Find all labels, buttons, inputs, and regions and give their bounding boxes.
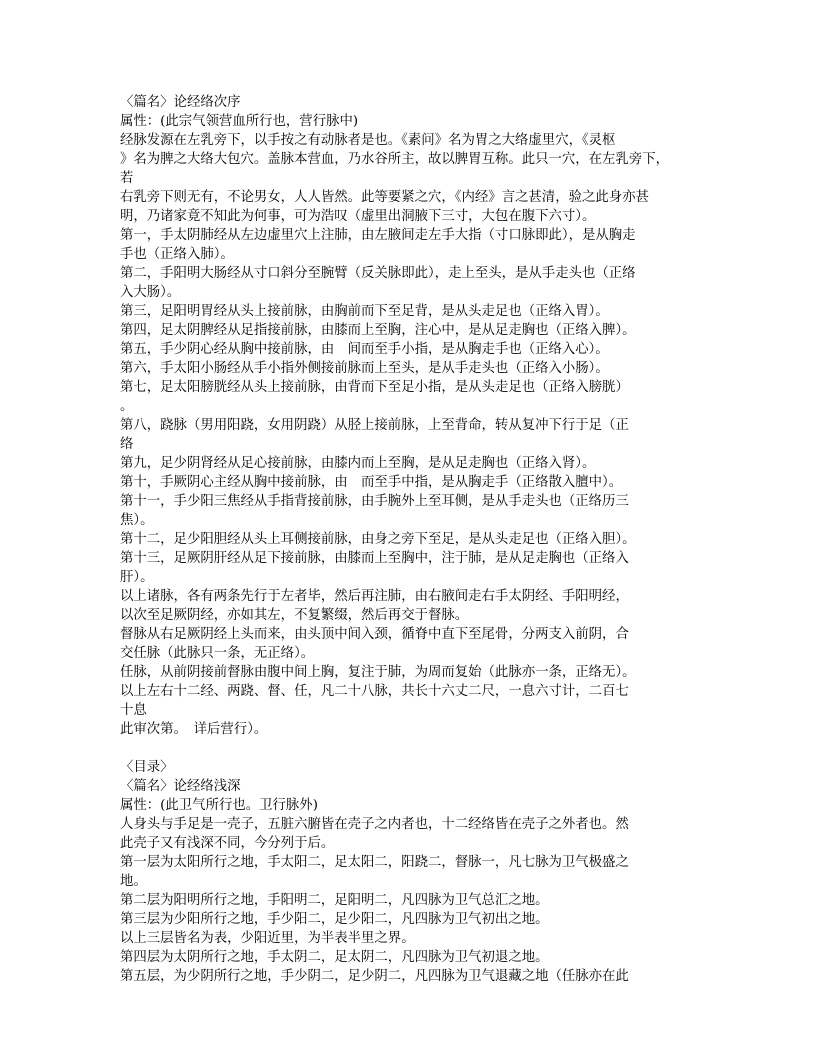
- text-line: 第七，足太阳膀胱经从头上接前脉，由背而下至足小指，是从头走足也（正络入膀胱）: [120, 380, 629, 395]
- text-line: 第十一，手少阳三焦经从手指背接前脉，由手腕外上至耳侧，是从手走头也（正络历三: [120, 494, 629, 509]
- text-line: 此审次第。 详后营行）。: [120, 722, 268, 737]
- section-lun-jingluo-cixu: [120, 93, 700, 739]
- section-gap: [120, 739, 700, 758]
- text-line: 〈篇名〉论经络浅深: [120, 779, 241, 794]
- text-line: 以上诸脉，各有两条先行于左者毕，然后再注肺，由右腋间走右手太阴经、手阳明经，: [120, 589, 629, 604]
- text-line: 第四，足太阴脾经从足指接前脉，由膝而上至胸，注心中，是从足走胸也（正络入脾）。: [120, 323, 636, 338]
- text-line: 第二，手阳明大肠经从寸口斜分至腕臂（反关脉即此），走上至头，是从手走头也（正络: [120, 266, 636, 281]
- text-line: 以上左右十二经、两跷、督、任，凡二十八脉，共长十六丈二尺，一息六寸计，二百七: [120, 684, 629, 699]
- text-line: 任脉，从前阴接前督脉由腹中间上胸，复注于肺，为周而复始（此脉亦一条，正络无）。: [120, 665, 636, 680]
- text-line: 第五层，为少阴所行之地，手少阴二，足少阴二，凡四脉为卫气退藏之地（任脉亦在此: [120, 969, 629, 984]
- text-line: 入大肠）。: [120, 285, 181, 300]
- text-line: 肝）。: [120, 570, 154, 585]
- text-line: 第十二，足少阳胆经从头上耳侧接前脉，由身之旁下至足，是从头走足也（正络入胆）。: [120, 532, 636, 547]
- text-line: 〈目录〉: [120, 760, 174, 775]
- text-line: 第三，足阳明胃经从头上接前脉，由胸前而下至足背，是从头走足也（正络入胃）。: [120, 304, 609, 319]
- text-line: 第六，手太阳小肠经从手小指外侧接前脉而上至头，是从手走头也（正络入小肠）。: [120, 361, 609, 376]
- text-line: 第九，足少阴肾经从足心接前脉，由膝内而上至胸，是从足走胸也（正络入肾）。: [120, 456, 596, 471]
- text-line: 第四层为太阴所行之地，手太阴二，足太阴二，凡四脉为卫气初退之地。: [120, 950, 549, 965]
- text-line: 人身头与手足是一壳子，五脏六腑皆在壳子之内者也，十二经络皆在壳子之外者也。然: [120, 817, 629, 832]
- text-line: 》名为脾之大络大包穴。盖脉本营血，乃水谷所主，故以脾胃互称。此只一穴，在左乳旁下，: [120, 152, 670, 167]
- text-line: 右乳旁下则无有，不论男女，人人皆然。此等要紧之穴，《内经》言之甚清，验之此身亦甚: [120, 190, 649, 205]
- text-line: 属性：(此卫气所行也。卫行脉外): [120, 798, 318, 813]
- text-line: 手也（正络入肺）。: [120, 247, 234, 262]
- text-line: 交任脉（此脉只一条，无正络）。: [120, 646, 315, 661]
- text-line: 第二层为阳明所行之地，手阳明二，足阳明二，凡四脉为卫气总汇之地。: [120, 893, 549, 908]
- text-line: 第五，手少阴心经从胸中接前脉，由 间而至手小指，是从胸走手也（正络入心）。: [120, 342, 609, 357]
- text-line: 络: [120, 437, 134, 452]
- text-line: 经脉发源在左乳旁下，以手按之有动脉者是也。《素问》名为胃之大络虚里穴，《灵枢: [120, 133, 616, 148]
- text-line: 属性：(此宗气领营血所行也，营行脉中): [120, 114, 359, 129]
- text-line: 第三层为少阳所行之地，手少阳二，足少阳二，凡四脉为卫气初出之地。: [120, 912, 549, 927]
- document-page: [120, 93, 700, 986]
- text-line: 第十，手厥阴心主经从胸中接前脉，由 而至手中指，是从胸走手（正络散入膻中）。: [120, 475, 623, 490]
- section-lun-jingluo-qianshen: [120, 758, 700, 986]
- text-line: 若: [120, 171, 134, 186]
- text-line: 。: [120, 399, 134, 414]
- text-line: 第一，手太阴肺经从左边虚里穴上注肺，由左腋间走左手大指（寸口脉即此），是从胸走: [120, 228, 636, 243]
- text-line: 十息: [120, 703, 147, 718]
- text-line: 督脉从右足厥阴经上头而来，由头顶中间入颈，循脊中直下至尾骨，分两支入前阴，合: [120, 627, 629, 642]
- text-line: 第八，跷脉（男用阳跷，女用阴跷）从胫上接前脉，上至背命，转从复冲下行于足（正: [120, 418, 629, 433]
- text-line: 第十三，足厥阴肝经从足下接前脉，由膝而上至胸中，注于肺，是从足走胸也（正络入: [120, 551, 629, 566]
- text-line: 焦）。: [120, 513, 154, 528]
- text-line: 〈篇名〉论经络次序: [120, 95, 241, 110]
- text-line: 明，乃诸家竟不知此为何事，可为浩叹（虚里出洞腋下三寸，大包在腹下六寸）。: [120, 209, 596, 224]
- text-line: 以次至足厥阴经，亦如其左，不复繁缀，然后再交于督脉。: [120, 608, 469, 623]
- text-line: 以上三层皆名为表，少阳近里，为半表半里之界。: [120, 931, 415, 946]
- text-line: 地。: [120, 874, 147, 889]
- text-line: 此壳子又有浅深不同，今分列于后。: [120, 836, 335, 851]
- text-line: 第一层为太阳所行之地，手太阳二，足太阳二，阳跷二，督脉一，凡七脉为卫气极盛之: [120, 855, 629, 870]
